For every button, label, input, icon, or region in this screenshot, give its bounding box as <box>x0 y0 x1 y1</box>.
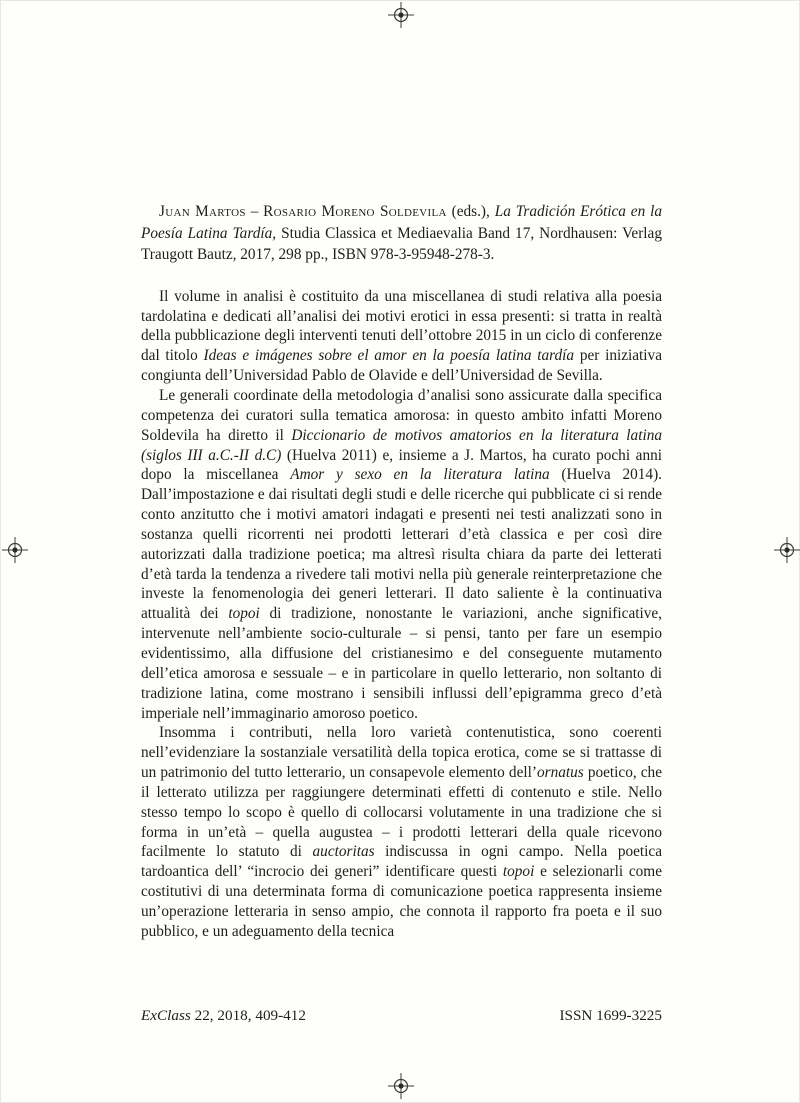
text-segment: (eds.), <box>446 203 495 220</box>
text-segment: ornatus <box>536 764 584 782</box>
text-segment: La Tradición Erótica en la Poesía Latina Tardía <box>141 203 662 242</box>
text-segment: (Huelva 2011) e, insieme a J. Martos, ha curato pochi anni dopo la miscellanea <box>141 446 662 484</box>
paragraph <box>141 386 662 723</box>
text-segment: poetico, che il letterato utilizza per raggiungere determinati effetti di contenuto e stile. Nello stesso tempo lo scopo è quello di collocarsi volutamente in una tradizione che si forma in un’età – quella augustea – i prodotti letterari della quale ricevono facilmente lo statuto di <box>141 764 662 861</box>
registration-mark-icon <box>2 537 28 563</box>
text-segment: di tradizione, nonostante le variazioni, anche significative, intervenute nell’ambiente socio-culturale – si pensi, tanto per fare un esempio evidentissimo, alla diffusione del cristianesimo e del conseguente mutamento dell’etica amorosa e sessuale – e in particolare in quello letterario, non soltanto di tradizione latina, come mostrano i sensibili influssi dell’epigramma greco d’età imperiale nell’immaginario amoroso poetico. <box>141 605 662 722</box>
text-segment: Diccionario de motivos amatorios en la literatura latina (siglos III a.C.-II d.C) <box>141 426 663 464</box>
text-segment: , Studia Classica et Mediaevalia Band 17, Nordhausen: Verlag Traugott Bautz, 2017, 298 pp., ISBN 978-3-95948-278-3. <box>141 224 662 264</box>
text-segment: Ideas e imágenes sobre el amor en la poesía latina tardía <box>203 347 575 365</box>
book-citation <box>141 201 662 266</box>
text-segment: ExClass <box>141 1007 191 1024</box>
paragraph <box>141 723 662 941</box>
text-segment: Rosario Moreno Soldevila <box>263 203 447 220</box>
journal-reference <box>141 1007 306 1025</box>
text-segment: per iniziativa congiunta dell’Universidad Pablo de Olavide e dell’Universidad de Sevilla. <box>141 347 662 385</box>
text-segment: – <box>245 203 264 220</box>
text-segment: auctoritas <box>312 843 375 861</box>
text-segment: e selezionarli come costitutivi di una determinata forma di comunicazione poetica rappresenta insieme un’operazione letteraria in senso ampio, che connota il rapporto fra poeta e il suo pubblico, e un adeguamento della tecnica <box>141 863 662 940</box>
text-segment: Juan Martos <box>159 203 246 220</box>
text-block <box>141 201 662 942</box>
text-segment: Il volume in analisi è costituito da una miscellanea di studi relativa alla poesia tardolatina e dedicati all’analisi dei motivi erotici in essa presenti: si tratta in realtà della pubblicazione degli interventi tenuti dell’ottobre 2015 in un ciclo di conferenze dal titolo <box>141 287 662 365</box>
review-body <box>141 287 662 942</box>
text-segment: Le generali coordinate della metodologia d’analisi sono assicurate dalla specifica competenza dei curatori sulla tematica amorosa: in questo ambito infatti Moreno Soldevila ha diretto il <box>141 387 662 444</box>
text-segment: Insomma i contributi, nella loro varietà contenutistica, sono coerenti nell’evidenziare la sostanziale versatilità della topica erotica, come se si trattasse di un patrimonio del tutto letterario, un consapevole elemento dell’ <box>141 724 662 782</box>
text-segment: topoi <box>502 863 535 881</box>
registration-mark-icon <box>388 1073 414 1099</box>
issn-label: ISSN 1699-3225 <box>559 1007 662 1024</box>
text-segment: indiscussa in ogni campo. Nella poetica tardoantica dell’ “incrocio dei generi” identificare questi <box>141 843 662 881</box>
registration-mark-icon <box>388 2 414 28</box>
text-segment: Amor y sexo en la literatura latina <box>290 466 550 484</box>
paragraph <box>141 287 662 386</box>
text-segment: 22, 2018, 409-412 <box>190 1007 306 1024</box>
registration-mark-icon <box>774 537 800 563</box>
text-segment: (Huelva 2014). Dall’impostazione e dai risultati degli studi e delle ricerche qui pubblicate ci si rende conto anzitutto che i motivi amatori indagati e presenti nei testi analizzati sono in sostanza quelli ricorrenti nei prodotti letterari d’età classica e per così dire autorizzati dalla tradizione poetica; ma altresì risulta chiara da parte dei letterati d’età tarda la tendenza a rivedere tali motivi nella più generale reinterpretazione che investe la fenomenologia dei generi letterari. Il dato saliente è la continuativa attualità dei <box>141 466 662 623</box>
text-segment: topoi <box>228 605 260 623</box>
page-footer <box>141 1007 662 1025</box>
